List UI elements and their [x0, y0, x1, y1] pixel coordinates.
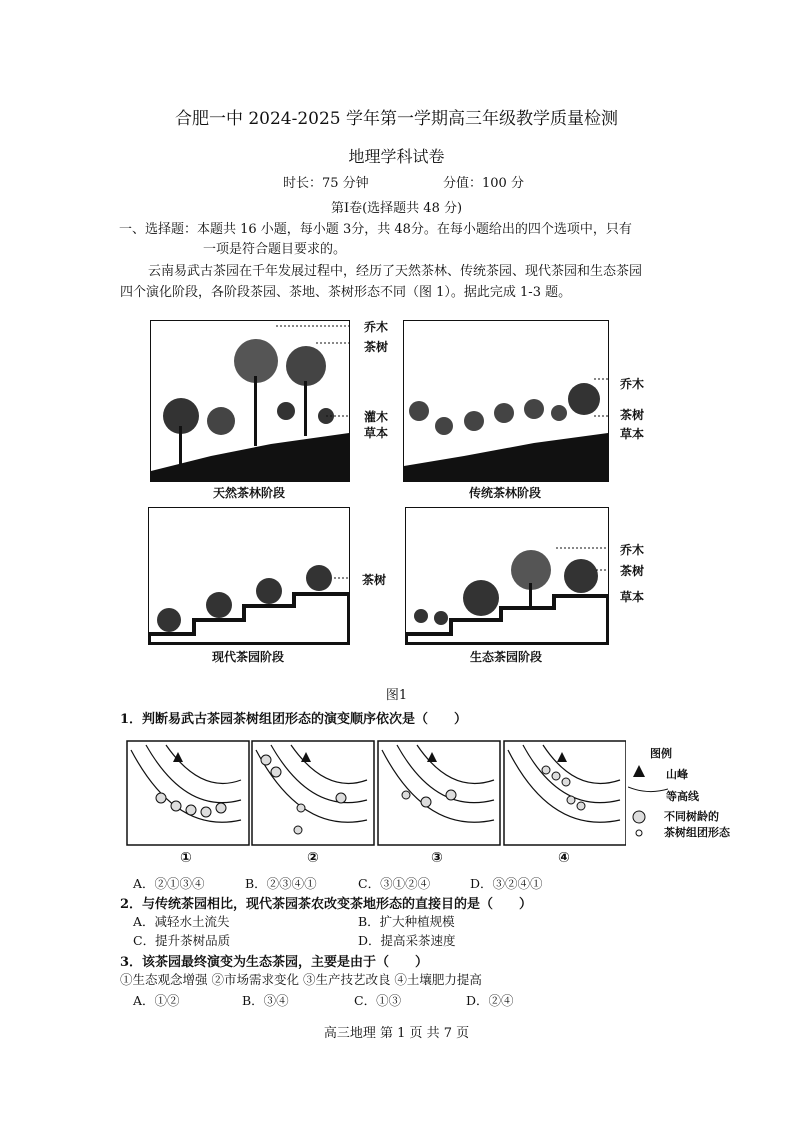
ecological-garden-illustration — [406, 508, 608, 644]
label-tall-tree-2: 乔木 — [620, 377, 645, 391]
exam-score: 分值：100 分 — [443, 176, 524, 191]
page-subtitle: 地理学科试卷 — [348, 147, 445, 166]
label-shrub: 灌木 — [364, 410, 389, 424]
part-heading: 第Ⅰ卷(选择题共 48 分) — [330, 201, 463, 216]
section-instruction-line1: 一、选择题：本题共 16 小题，每小题 3分，共 48分。在每小题给出的四个选项中，只有 — [119, 222, 632, 237]
q2-option-a[interactable]: A．减轻水土流失 — [133, 914, 230, 929]
panel-ecological-tea-garden — [405, 507, 609, 645]
legend-cluster-line1: 不同树龄的 — [664, 810, 719, 823]
contour-map-strip — [126, 740, 626, 848]
intro-line1: 云南易武古茶园在千年发展过程中，经历了天然茶林、传统茶园、现代茶园和生态茶园 — [148, 264, 643, 279]
label-tall-tree: 乔木 — [364, 320, 389, 334]
q2-option-b[interactable]: B．扩大种植规模 — [358, 914, 455, 929]
map-label-2: ② — [307, 850, 319, 866]
map-label-1: ① — [180, 850, 192, 866]
intro-line2: 四个演化阶段，各阶段茶园、茶地、茶树形态不同（图 1）。据此完成 1-3 题。 — [120, 285, 572, 300]
question-2-stem: 2．与传统茶园相比，现代茶园茶农改变茶地形态的直接目的是（ ） — [120, 897, 533, 912]
label-herb-4: 草本 — [620, 590, 645, 604]
q3-option-b[interactable]: B．③④ — [242, 993, 289, 1008]
map-label-4: ④ — [558, 850, 570, 866]
label-tall-tree-4: 乔木 — [620, 543, 645, 557]
legend-peak: 山峰 — [666, 768, 688, 781]
question-1-stem: 1．判断易武古茶园茶树组团形态的演变顺序依次是（ ） — [120, 712, 468, 727]
legend-contour: 等高线 — [666, 790, 699, 803]
section-instruction-line2: 一项是符合题目要求的。 — [203, 242, 347, 257]
q1-option-a[interactable]: A．②①③④ — [133, 876, 205, 891]
label-tea-tree-4: 茶树 — [620, 564, 645, 578]
label-tea-tree: 茶树 — [364, 340, 389, 354]
page-title: 合肥一中 2024-2025 学年第一学期高三年级教学质量检测 — [174, 109, 619, 129]
caption-traditional: 传统茶林阶段 — [468, 486, 541, 500]
q3-option-a[interactable]: A．①② — [133, 993, 180, 1008]
caption-ecological: 生态茶园阶段 — [469, 650, 542, 664]
label-tea-tree-2: 茶树 — [620, 408, 645, 422]
map-label-3: ③ — [431, 850, 443, 866]
panel-traditional-tea-forest — [403, 320, 609, 482]
legend-cluster-line2: 茶树组团形态 — [664, 826, 730, 839]
q1-option-d[interactable]: D．③②④① — [470, 876, 543, 891]
panel-modern-tea-garden — [148, 507, 350, 645]
question-3-stem: 3．该茶园最终演变为生态茶园，主要是由于（ ） — [120, 955, 429, 970]
label-tea-tree-3: 茶树 — [362, 573, 387, 587]
figure-caption: 图1 — [385, 688, 408, 703]
q3-statements: ①生态观念增强 ②市场需求变化 ③生产技艺改良 ④土壤肥力提高 — [120, 972, 482, 987]
modern-garden-illustration — [149, 508, 349, 644]
page-footer: 高三地理 第 1 页 共 7 页 — [323, 1026, 470, 1041]
caption-modern: 现代茶园阶段 — [211, 650, 284, 664]
q1-option-b[interactable]: B．②③④① — [245, 876, 317, 891]
exam-duration: 时长：75 分钟 — [283, 176, 369, 191]
q3-option-c[interactable]: C．①③ — [354, 993, 402, 1008]
legend-title: 图例 — [650, 747, 672, 760]
contour-line-icon — [628, 785, 668, 795]
q2-option-c[interactable]: C．提升茶树品质 — [133, 933, 231, 948]
peak-icon — [632, 764, 646, 778]
q3-option-d[interactable]: D．②④ — [466, 993, 514, 1008]
q1-option-c[interactable]: C．③①②④ — [358, 876, 431, 891]
traditional-forest-illustration — [404, 321, 608, 481]
natural-forest-illustration — [151, 321, 349, 481]
label-herb: 草本 — [364, 426, 389, 440]
cluster-icon — [632, 810, 648, 840]
panel-natural-tea-forest — [150, 320, 350, 482]
caption-natural: 天然茶林阶段 — [212, 486, 285, 500]
q2-option-d[interactable]: D．提高采茶速度 — [358, 933, 456, 948]
label-herb-2: 草本 — [620, 427, 645, 441]
